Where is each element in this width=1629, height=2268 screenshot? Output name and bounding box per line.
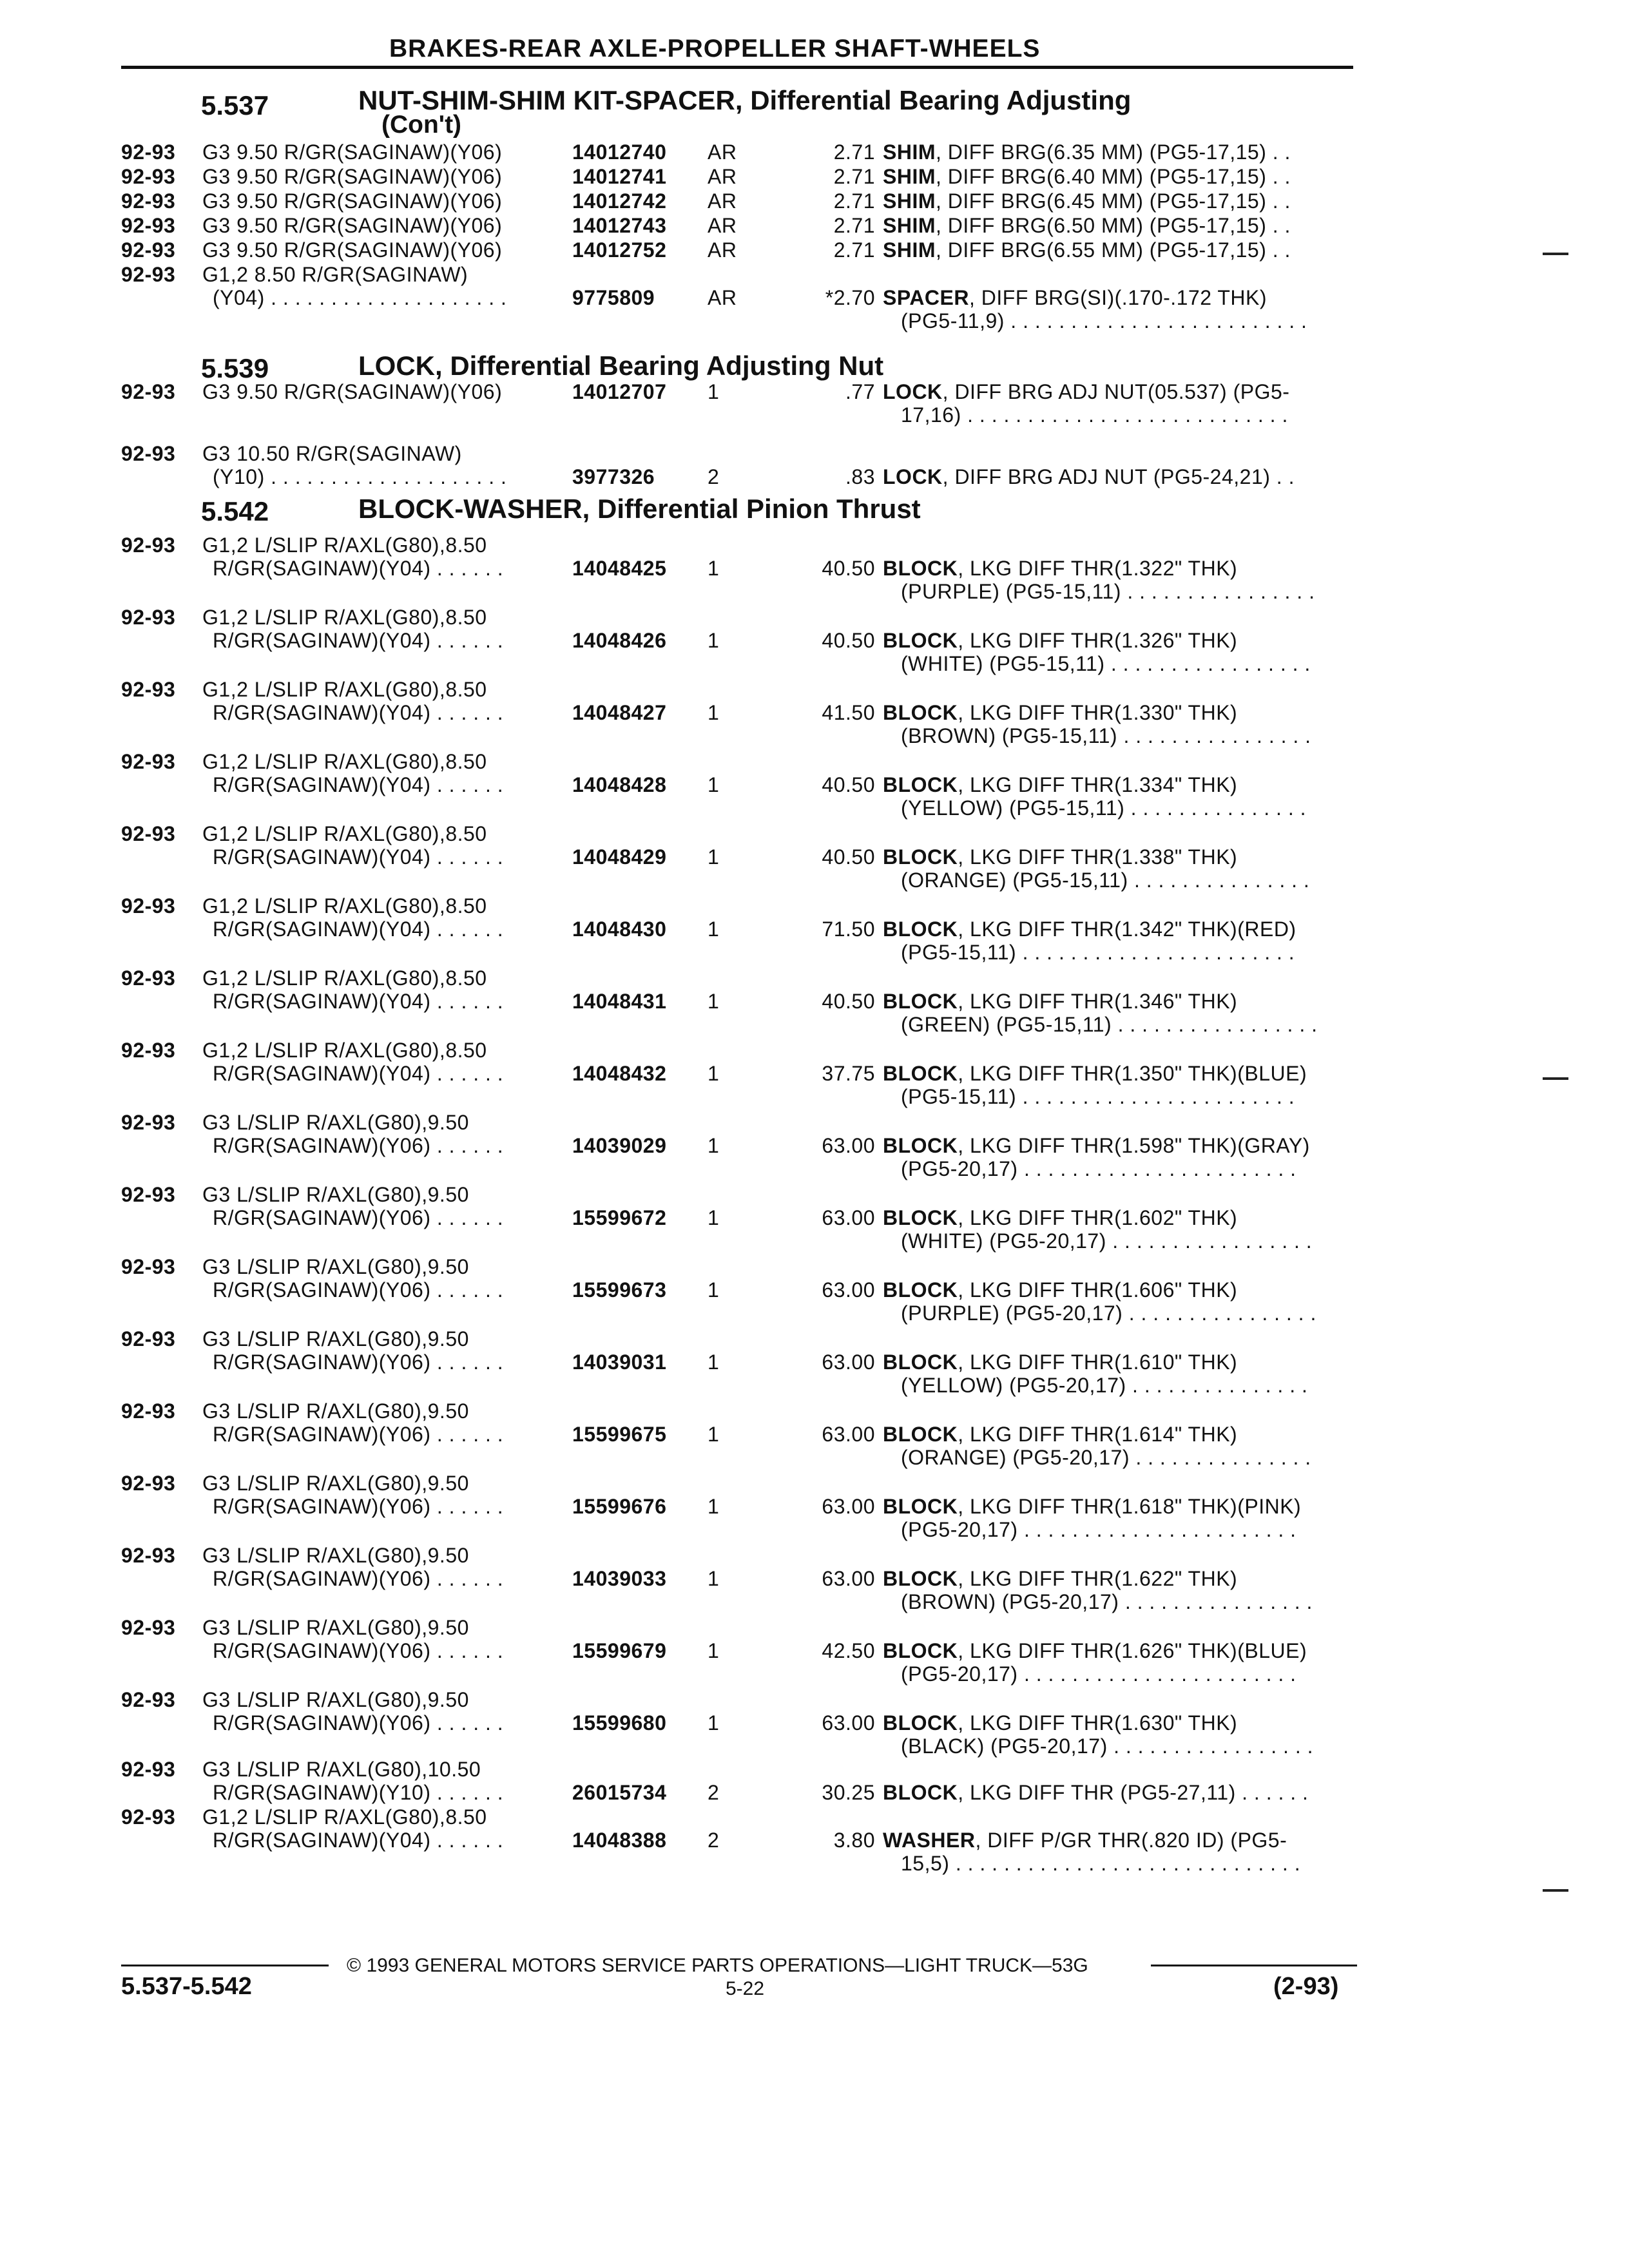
row-description: BLOCK, LKG DIFF THR(1.326" THK) [883,629,1238,652]
row-quantity: 2 [708,1829,720,1852]
row-price: 63.00 [822,1206,875,1229]
row-description-cont: (ORANGE) (PG5-15,11) . . . . . . . . . . . . . . . [901,869,1310,892]
row-part-number: 14048430 [572,918,667,941]
row-description: BLOCK, LKG DIFF THR (PG5-27,11) . . . . . . [883,1781,1309,1804]
footer-section-range: 5.537-5.542 [121,1973,252,2000]
row-price: 42.50 [822,1639,875,1662]
row-part-number: 26015734 [572,1781,667,1804]
row-year: 92-93 [121,1805,176,1829]
row-part-number: 9775809 [572,286,655,309]
row-part-number: 14048426 [572,629,667,652]
row-price: 71.50 [822,918,875,941]
row-description-cont: (BROWN) (PG5-20,17) . . . . . . . . . . . . . . . . [901,1590,1313,1613]
row-quantity: 1 [708,1350,720,1374]
row-description: SHIM, DIFF BRG(6.35 MM) (PG5-17,15) . . [883,140,1291,164]
row-part-number: 14012743 [572,214,667,237]
row-description: BLOCK, LKG DIFF THR(1.350" THK)(BLUE) [883,1062,1307,1085]
row-price: .77 [845,380,875,403]
row-price: 40.50 [822,557,875,580]
row-application: G3 L/SLIP R/AXL(G80),9.50 [202,1544,469,1567]
row-quantity: 1 [708,629,720,652]
row-application: G1,2 L/SLIP R/AXL(G80),8.50 [202,678,487,701]
row-part-number: 14012742 [572,189,667,213]
row-quantity: AR [708,214,737,237]
row-part-number: 15599679 [572,1639,667,1662]
row-application: G3 9.50 R/GR(SAGINAW)(Y06) [202,189,503,213]
section-number: 5.539 [201,353,269,383]
section-number: 5.542 [201,496,269,526]
row-year: 92-93 [121,140,176,164]
row-year: 92-93 [121,678,176,701]
row-part-number: 14048425 [572,557,667,580]
margin-mark [1543,1889,1568,1892]
row-application: G3 L/SLIP R/AXL(G80),9.50 [202,1616,469,1639]
row-quantity: 1 [708,380,720,403]
row-description: BLOCK, LKG DIFF THR(1.626" THK)(BLUE) [883,1639,1307,1662]
row-application-cont: R/GR(SAGINAW)(Y06) . . . . . . [213,1206,504,1229]
row-year: 92-93 [121,1039,176,1062]
row-year: 92-93 [121,1616,176,1639]
row-application: G3 L/SLIP R/AXL(G80),9.50 [202,1472,469,1495]
row-price: 63.00 [822,1567,875,1590]
row-year: 92-93 [121,1399,176,1423]
row-application-cont: R/GR(SAGINAW)(Y04) . . . . . . [213,845,504,869]
row-description-cont: (BROWN) (PG5-15,11) . . . . . . . . . . . . . . . . [901,724,1311,747]
row-year: 92-93 [121,1544,176,1567]
row-application-cont: (Y04) . . . . . . . . . . . . . . . . . . . . [213,286,507,309]
row-part-number: 15599676 [572,1495,667,1518]
row-quantity: 1 [708,701,720,724]
row-application: G1,2 L/SLIP R/AXL(G80),8.50 [202,533,487,557]
row-quantity: 1 [708,845,720,869]
row-description-cont: (WHITE) (PG5-15,11) . . . . . . . . . . . . . . . . . [901,652,1311,675]
footer-rule-right [1151,1965,1357,1966]
row-application-cont: R/GR(SAGINAW)(Y06) . . . . . . [213,1639,504,1662]
row-description-cont: (GREEN) (PG5-15,11) . . . . . . . . . . . . . . . . . [901,1013,1318,1036]
row-application: G3 10.50 R/GR(SAGINAW) [202,442,462,465]
row-description-cont: (YELLOW) (PG5-15,11) . . . . . . . . . . . . . . . [901,796,1306,820]
row-part-number: 14012707 [572,380,667,403]
row-price: .83 [845,465,875,488]
row-application: G1,2 L/SLIP R/AXL(G80),8.50 [202,894,487,918]
row-price: *2.70 [825,286,875,309]
row-description-cont: (PURPLE) (PG5-15,11) . . . . . . . . . . . . . . . . [901,580,1315,603]
row-year: 92-93 [121,263,176,286]
row-description: SHIM, DIFF BRG(6.50 MM) (PG5-17,15) . . [883,214,1291,237]
row-application-cont: R/GR(SAGINAW)(Y04) . . . . . . [213,990,504,1013]
row-description-cont: 15,5) . . . . . . . . . . . . . . . . . . . . . . . . . . . . . [901,1852,1301,1875]
row-price: 30.25 [822,1781,875,1804]
row-application: G1,2 L/SLIP R/AXL(G80),8.50 [202,822,487,845]
row-description: BLOCK, LKG DIFF THR(1.330" THK) [883,701,1238,724]
row-description: LOCK, DIFF BRG ADJ NUT (PG5-24,21) . . [883,465,1295,488]
row-year: 92-93 [121,380,176,403]
row-quantity: AR [708,286,737,309]
row-application: G3 9.50 R/GR(SAGINAW)(Y06) [202,380,503,403]
section-title: BLOCK-WASHER, Differential Pinion Thrust [358,494,921,524]
row-application-cont: R/GR(SAGINAW)(Y06) . . . . . . [213,1423,504,1446]
footer-copyright: © 1993 GENERAL MOTORS SERVICE PARTS OPERATIONS—LIGHT TRUCK—53G [347,1955,1088,1976]
row-part-number: 14048432 [572,1062,667,1085]
row-quantity: 1 [708,773,720,796]
row-description-cont: (ORANGE) (PG5-20,17) . . . . . . . . . . . . . . . [901,1446,1311,1469]
row-year: 92-93 [121,822,176,845]
row-price: 2.71 [833,214,875,237]
row-application-cont: (Y10) . . . . . . . . . . . . . . . . . . . . [213,465,507,488]
row-quantity: 1 [708,1495,720,1518]
row-price: 2.71 [833,189,875,213]
row-year: 92-93 [121,238,176,262]
margin-mark [1543,1077,1568,1080]
row-year: 92-93 [121,1688,176,1711]
row-description-cont: (YELLOW) (PG5-20,17) . . . . . . . . . . . . . . . [901,1374,1308,1397]
row-application-cont: R/GR(SAGINAW)(Y06) . . . . . . [213,1567,504,1590]
row-quantity: 1 [708,1062,720,1085]
row-description: BLOCK, LKG DIFF THR(1.334" THK) [883,773,1238,796]
row-quantity: 1 [708,1639,720,1662]
row-part-number: 14012740 [572,140,667,164]
row-application: G3 L/SLIP R/AXL(G80),9.50 [202,1688,469,1711]
footer-date: (2-93) [1273,1973,1339,2000]
row-price: 63.00 [822,1711,875,1735]
row-quantity: 1 [708,990,720,1013]
row-part-number: 14039033 [572,1567,667,1590]
row-application-cont: R/GR(SAGINAW)(Y04) . . . . . . [213,701,504,724]
row-part-number: 14048429 [572,845,667,869]
row-description: BLOCK, LKG DIFF THR(1.322" THK) [883,557,1238,580]
row-description-cont: (PG5-20,17) . . . . . . . . . . . . . . . . . . . . . . . [901,1518,1296,1541]
row-part-number: 15599672 [572,1206,667,1229]
row-application-cont: R/GR(SAGINAW)(Y06) . . . . . . [213,1134,504,1157]
page-header-title: BRAKES-REAR AXLE-PROPELLER SHAFT-WHEELS [389,35,1041,62]
row-year: 92-93 [121,189,176,213]
row-description-cont: (PURPLE) (PG5-20,17) . . . . . . . . . . . . . . . . [901,1302,1316,1325]
row-description: BLOCK, LKG DIFF THR(1.346" THK) [883,990,1238,1013]
row-description: SPACER, DIFF BRG(SI)(.170-.172 THK) [883,286,1267,309]
row-quantity: AR [708,189,737,213]
row-description: SHIM, DIFF BRG(6.45 MM) (PG5-17,15) . . [883,189,1291,213]
row-description-cont: (PG5-20,17) . . . . . . . . . . . . . . . . . . . . . . . [901,1157,1296,1180]
row-year: 92-93 [121,165,176,188]
section-title: NUT-SHIM-SHIM KIT-SPACER, Differential Bearing Adjusting [358,85,1132,115]
row-part-number: 14039031 [572,1350,667,1374]
row-part-number: 14039029 [572,1134,667,1157]
row-part-number: 14012741 [572,165,667,188]
row-application: G1,2 L/SLIP R/AXL(G80),8.50 [202,606,487,629]
row-year: 92-93 [121,966,176,990]
row-quantity: 1 [708,1206,720,1229]
row-quantity: 1 [708,1134,720,1157]
row-application: G3 9.50 R/GR(SAGINAW)(Y06) [202,165,503,188]
row-price: 37.75 [822,1062,875,1085]
row-part-number: 14048431 [572,990,667,1013]
row-quantity: 2 [708,465,720,488]
row-price: 41.50 [822,701,875,724]
row-description: BLOCK, LKG DIFF THR(1.338" THK) [883,845,1238,869]
row-application-cont: R/GR(SAGINAW)(Y06) . . . . . . [213,1711,504,1735]
row-description-cont: (PG5-15,11) . . . . . . . . . . . . . . . . . . . . . . . [901,1085,1295,1108]
row-description-cont: (BLACK) (PG5-20,17) . . . . . . . . . . . . . . . . . [901,1735,1313,1758]
row-application-cont: R/GR(SAGINAW)(Y04) . . . . . . [213,918,504,941]
margin-mark [1543,253,1568,255]
row-price: 40.50 [822,773,875,796]
row-description: SHIM, DIFF BRG(6.40 MM) (PG5-17,15) . . [883,165,1291,188]
row-quantity: 2 [708,1781,720,1804]
row-description: BLOCK, LKG DIFF THR(1.614" THK) [883,1423,1238,1446]
row-price: 40.50 [822,845,875,869]
row-year: 92-93 [121,606,176,629]
row-description: BLOCK, LKG DIFF THR(1.610" THK) [883,1350,1238,1374]
row-description-cont: (PG5-20,17) . . . . . . . . . . . . . . . . . . . . . . . [901,1662,1296,1686]
row-quantity: AR [708,140,737,164]
row-application: G1,2 L/SLIP R/AXL(G80),8.50 [202,966,487,990]
row-part-number: 15599675 [572,1423,667,1446]
row-quantity: 1 [708,1423,720,1446]
row-application-cont: R/GR(SAGINAW)(Y04) . . . . . . [213,1829,504,1852]
row-description-cont: (PG5-11,9) . . . . . . . . . . . . . . . . . . . . . . . . . [901,309,1307,332]
row-price: 63.00 [822,1278,875,1302]
row-description: WASHER, DIFF P/GR THR(.820 ID) (PG5- [883,1829,1287,1852]
section-title: LOCK, Differential Bearing Adjusting Nut [358,351,884,381]
row-application: G3 L/SLIP R/AXL(G80),10.50 [202,1758,481,1781]
row-application: G3 9.50 R/GR(SAGINAW)(Y06) [202,140,503,164]
row-application-cont: R/GR(SAGINAW)(Y06) . . . . . . [213,1495,504,1518]
row-price: 63.00 [822,1350,875,1374]
row-part-number: 14012752 [572,238,667,262]
row-application-cont: R/GR(SAGINAW)(Y04) . . . . . . [213,629,504,652]
section-continued: (Con't) [381,111,462,139]
row-quantity: 1 [708,1711,720,1735]
row-price: 63.00 [822,1495,875,1518]
row-part-number: 3977326 [572,465,655,488]
row-application: G3 9.50 R/GR(SAGINAW)(Y06) [202,238,503,262]
row-application: G3 L/SLIP R/AXL(G80),9.50 [202,1183,469,1206]
row-year: 92-93 [121,1758,176,1781]
row-application: G3 L/SLIP R/AXL(G80),9.50 [202,1399,469,1423]
row-part-number: 14048428 [572,773,667,796]
header-rule [121,66,1353,69]
row-part-number: 14048427 [572,701,667,724]
row-quantity: 1 [708,1567,720,1590]
row-part-number: 15599673 [572,1278,667,1302]
row-application-cont: R/GR(SAGINAW)(Y06) . . . . . . [213,1278,504,1302]
row-year: 92-93 [121,442,176,465]
row-application-cont: R/GR(SAGINAW)(Y10) . . . . . . [213,1781,504,1804]
row-price: 2.71 [833,238,875,262]
row-year: 92-93 [121,750,176,773]
row-price: 2.71 [833,140,875,164]
row-year: 92-93 [121,1255,176,1278]
row-application-cont: R/GR(SAGINAW)(Y06) . . . . . . [213,1350,504,1374]
row-application-cont: R/GR(SAGINAW)(Y04) . . . . . . [213,1062,504,1085]
row-description-cont: (PG5-15,11) . . . . . . . . . . . . . . . . . . . . . . . [901,941,1295,964]
footer-rule-left [121,1965,329,1966]
section-number: 5.537 [201,90,269,120]
row-description: BLOCK, LKG DIFF THR(1.606" THK) [883,1278,1238,1302]
row-description: SHIM, DIFF BRG(6.55 MM) (PG5-17,15) . . [883,238,1291,262]
row-description: BLOCK, LKG DIFF THR(1.630" THK) [883,1711,1238,1735]
row-part-number: 15599680 [572,1711,667,1735]
row-application: G3 9.50 R/GR(SAGINAW)(Y06) [202,214,503,237]
row-description-cont: 17,16) . . . . . . . . . . . . . . . . . . . . . . . . . . . [901,403,1288,427]
row-description: BLOCK, LKG DIFF THR(1.602" THK) [883,1206,1238,1229]
row-application-cont: R/GR(SAGINAW)(Y04) . . . . . . [213,773,504,796]
row-description: BLOCK, LKG DIFF THR(1.598" THK)(GRAY) [883,1134,1310,1157]
row-price: 40.50 [822,990,875,1013]
row-application: G1,2 8.50 R/GR(SAGINAW) [202,263,468,286]
row-application: G1,2 L/SLIP R/AXL(G80),8.50 [202,750,487,773]
row-application-cont: R/GR(SAGINAW)(Y04) . . . . . . [213,557,504,580]
row-quantity: AR [708,165,737,188]
row-application: G3 L/SLIP R/AXL(G80),9.50 [202,1327,469,1350]
row-year: 92-93 [121,214,176,237]
row-quantity: 1 [708,557,720,580]
row-application: G3 L/SLIP R/AXL(G80),9.50 [202,1111,469,1134]
row-description: LOCK, DIFF BRG ADJ NUT(05.537) (PG5- [883,380,1290,403]
row-description: BLOCK, LKG DIFF THR(1.622" THK) [883,1567,1238,1590]
row-quantity: AR [708,238,737,262]
row-quantity: 1 [708,1278,720,1302]
row-description-cont: (WHITE) (PG5-20,17) . . . . . . . . . . . . . . . . . [901,1229,1313,1253]
row-price: 40.50 [822,629,875,652]
row-price: 63.00 [822,1134,875,1157]
row-application: G1,2 L/SLIP R/AXL(G80),8.50 [202,1805,487,1829]
footer-page-number: 5-22 [726,1978,765,1999]
row-application: G1,2 L/SLIP R/AXL(G80),8.50 [202,1039,487,1062]
row-price: 2.71 [833,165,875,188]
row-description: BLOCK, LKG DIFF THR(1.342" THK)(RED) [883,918,1296,941]
row-year: 92-93 [121,1183,176,1206]
row-year: 92-93 [121,1327,176,1350]
row-application: G3 L/SLIP R/AXL(G80),9.50 [202,1255,469,1278]
row-year: 92-93 [121,1472,176,1495]
row-description: BLOCK, LKG DIFF THR(1.618" THK)(PINK) [883,1495,1302,1518]
row-year: 92-93 [121,533,176,557]
row-year: 92-93 [121,894,176,918]
row-quantity: 1 [708,918,720,941]
row-price: 3.80 [833,1829,875,1852]
row-part-number: 14048388 [572,1829,667,1852]
row-year: 92-93 [121,1111,176,1134]
row-price: 63.00 [822,1423,875,1446]
